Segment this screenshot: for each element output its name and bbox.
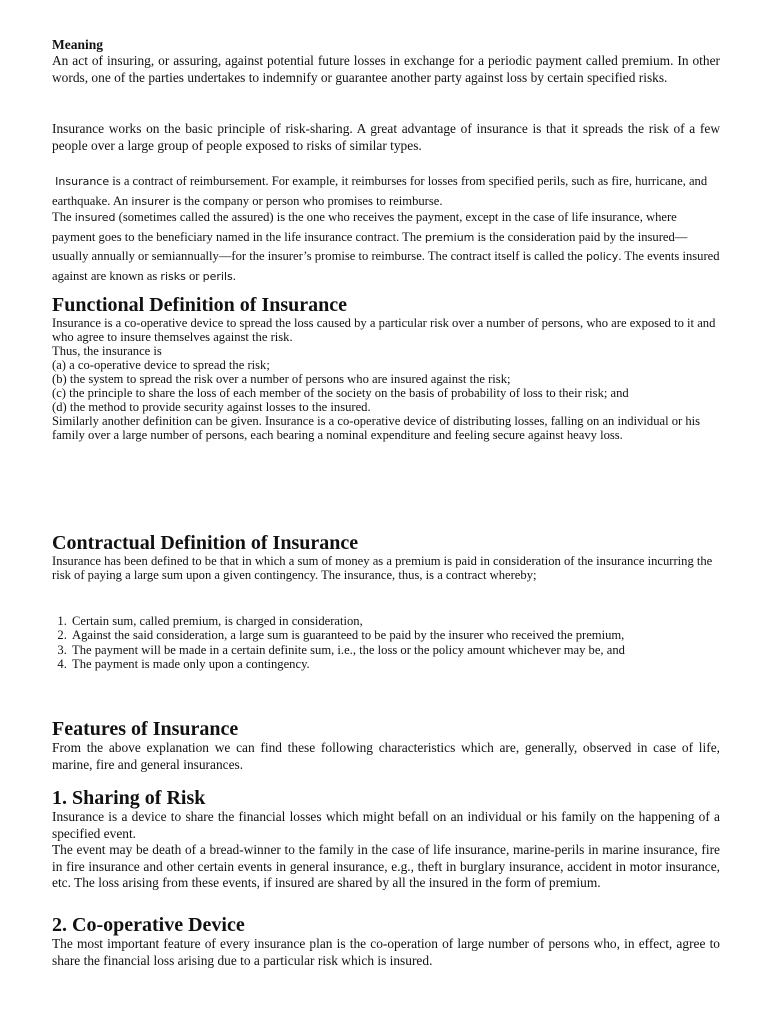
keyword-insurer: insurer bbox=[131, 194, 170, 208]
functional-intro: Insurance is a co-operative device to spread the loss caused by a particular risk over a number of persons, who are exposed to it and who agree to insure themselves against the risk. bbox=[52, 316, 716, 344]
list-item: 1. Certain sum, called premium, is charged in consideration, bbox=[70, 614, 720, 628]
meaning-heading: Meaning bbox=[52, 37, 104, 52]
contractual-list bbox=[52, 614, 720, 672]
contractual-list-container bbox=[52, 614, 720, 672]
keyword-insured: insured bbox=[74, 211, 116, 224]
functional-definition-section bbox=[52, 294, 720, 442]
keyword-risks: risks bbox=[160, 269, 186, 283]
insured-definition-paragraph: The insured (sometimes called the assured) is the one who receives the payment, except in the case of life insurance, where payment goes to the beneficiary named in the life insurance contract. The premium is the consideration paid by the insured—usually annually or semiannually—for the insurer’s promise to reimburse. The contract itself is called the policy. The events insured against are known as risks or perils. bbox=[52, 210, 720, 283]
meaning-paragraph-1: An act of insuring, or assuring, against potential future losses in exchange for a periodic payment called premium. In other words, one of the parties undertakes to indemnify or guarantee another party against loss by certain specified risks. bbox=[52, 53, 720, 85]
features-text: From the above explanation we can find these following characteristics which are, generally, observed in case of life, marine, fire and general insurances. bbox=[52, 740, 720, 772]
functional-similarly: Similarly another definition can be given. Insurance is a co-operative device of distributing losses, falling on an individual or his family over a large number of persons, each bearing a nominal expenditure and feeling secure against heavy loss. bbox=[52, 414, 701, 442]
cooperative-device-heading: 2. Co-operative Device bbox=[52, 914, 245, 936]
sharing-of-risk-heading: 1. Sharing of Risk bbox=[52, 787, 206, 809]
contractual-intro: Insurance has been defined to be that in which a sum of money as a premium is paid in consideration of the insurance incurring the risk of paying a large sum upon a given contingency. The insurance, thus, is a contract whereby; bbox=[52, 554, 713, 582]
contractual-definition-section bbox=[52, 532, 720, 582]
keyword-perils: perils bbox=[202, 269, 233, 283]
cooperative-device-section bbox=[52, 914, 720, 969]
meaning-section bbox=[52, 37, 720, 86]
risk-sharing-paragraph: Insurance works on the basic principle of risk-sharing. A great advantage of insurance is that it spreads the risk of a few people over a large group of people exposed to risks of similar types. bbox=[52, 121, 720, 153]
functional-item-c: (c) the principle to share the loss of each member of the society on the basis of probability of loss to their risk; and bbox=[52, 386, 629, 400]
list-item: 4. The payment is made only upon a contingency. bbox=[70, 657, 720, 671]
cooperative-text: The most important feature of every insurance plan is the co-operation of large number of persons who, in effect, agree to share the financial loss arising due to a particular risk which is insured. bbox=[52, 936, 720, 968]
features-heading: Features of Insurance bbox=[52, 718, 239, 740]
functional-item-b: (b) the system to spread the risk over a number of persons who are insured against the risk; bbox=[52, 372, 511, 386]
keyword-insurance: Insurance bbox=[55, 175, 110, 188]
features-section bbox=[52, 718, 720, 773]
sharing-of-risk-section bbox=[52, 787, 720, 892]
contractual-definition-heading: Contractual Definition of Insurance bbox=[52, 532, 359, 554]
sharing-paragraph-1: Insurance is a device to share the financial losses which might befall on an individual or his family on the happening of a specified event. bbox=[52, 809, 720, 841]
sharing-paragraph-2: The event may be death of a bread-winner to the family in the case of life insurance, marine-perils in marine insurance, fire in fire insurance and other certain events in general insurance, e.g., theft in burglary insurance, accident in motor insurance, etc. The loss arising from these events, if insured are shared by all the insured in the form of premium. bbox=[52, 842, 720, 890]
functional-thus: Thus, the insurance is bbox=[52, 344, 162, 358]
list-item: 2. Against the said consideration, a large sum is guaranteed to be paid by the insurer who received the premium, bbox=[70, 628, 720, 642]
functional-definition-heading: Functional Definition of Insurance bbox=[52, 294, 348, 316]
functional-item-a: (a) a co-operative device to spread the risk; bbox=[52, 358, 270, 372]
functional-item-d: (d) the method to provide security against losses to the insured. bbox=[52, 400, 371, 414]
keyword-policy: policy bbox=[585, 250, 619, 263]
contract-reimbursement-paragraph: Insurance is a contract of reimbursement. For example, it reimburses for losses from specified perils, such as fire, hurricane, and earthquake. An insurer is the company or person who promises to reimburse. bbox=[52, 174, 708, 208]
keyword-premium: premium bbox=[424, 230, 475, 244]
list-item: 3. The payment will be made in a certain definite sum, i.e., the loss or the policy amount whichever may be, and bbox=[70, 643, 720, 657]
